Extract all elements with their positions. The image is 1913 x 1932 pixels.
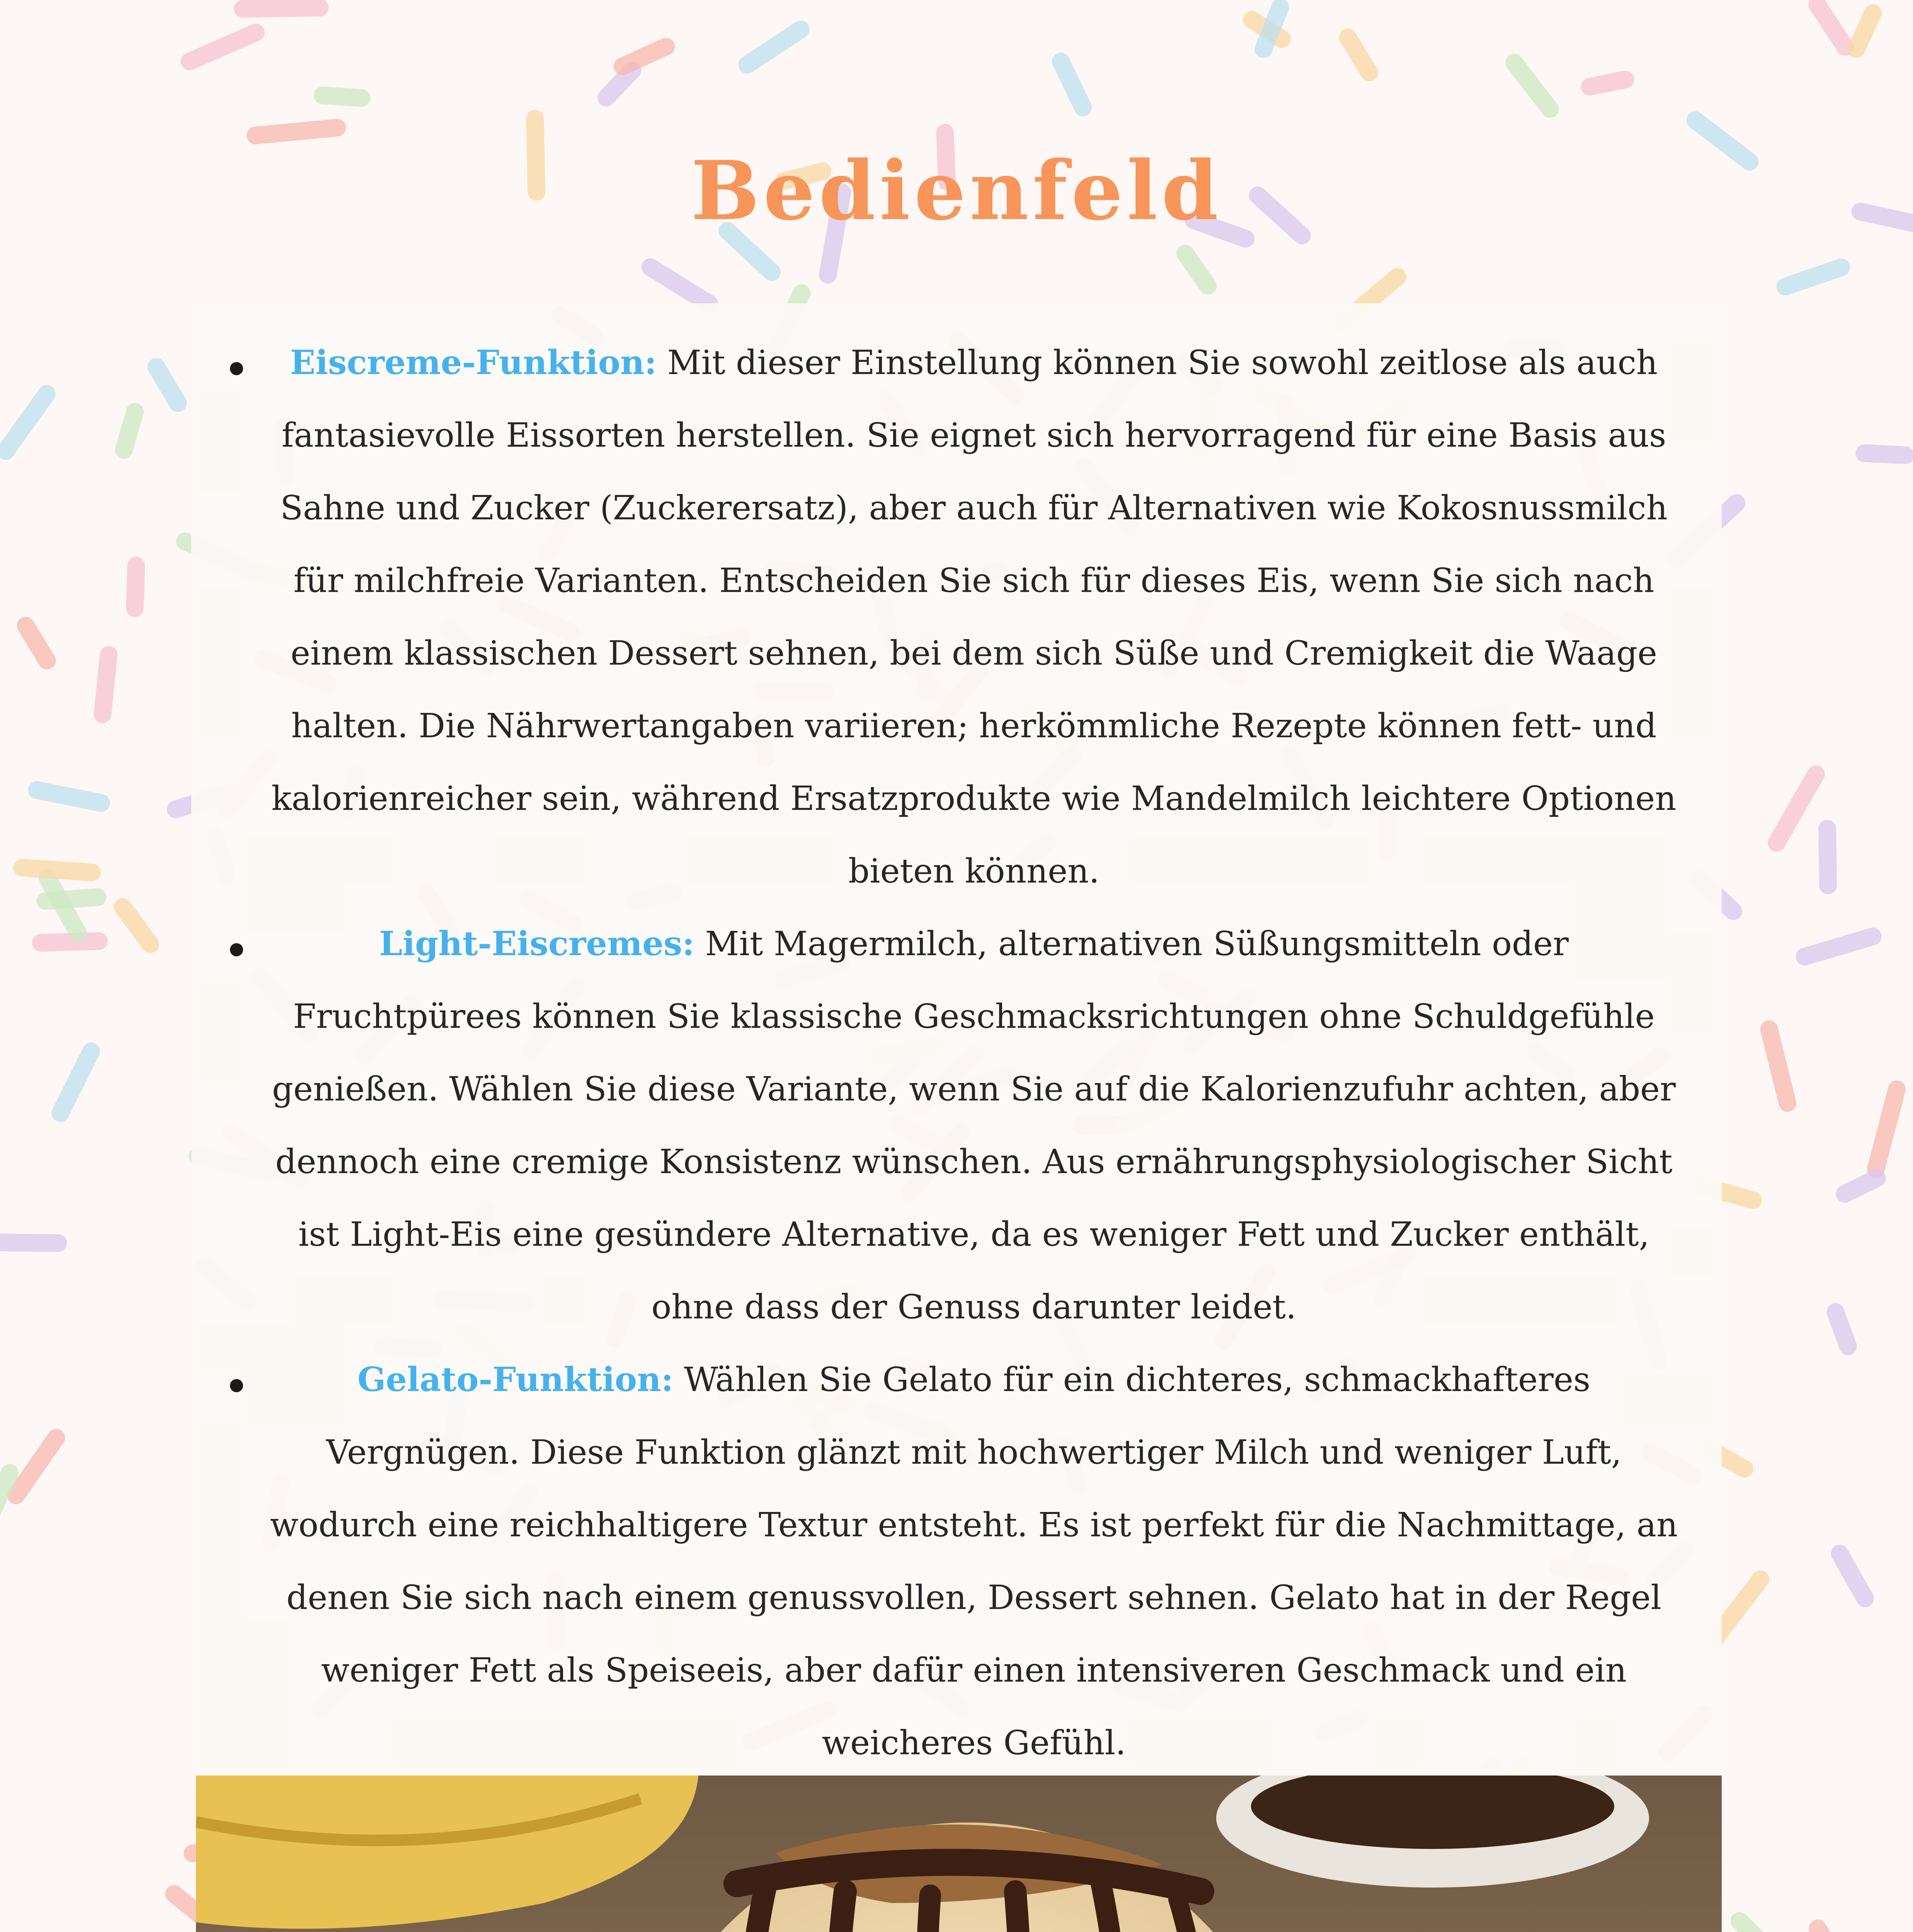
bullet-icon <box>230 362 243 375</box>
feature-list <box>267 327 1681 1779</box>
bullet-icon <box>230 943 243 956</box>
feature-description-eiscreme: Mit dieser Einstellung können Sie sowohl zeitlose als auch fantasievolle Eissorten herstellen. Sie eignet sich hervorragend für eine Basis aus Sahne und Zucker (Zuckerersatz), aber auch für Alternativen wie Kokosnussmilch für milchfreie Varianten. Entscheiden Sie sich für dieses Eis, wenn Sie sich nach einem klassischen Dessert sehnen, bei dem sich Süße und Cremigkeit die Waage halten. Die Nährwertangaben variieren; herkömmliche Rezepte können fett- und kalorienreicher sein, während Ersatzprodukte wie Mandelmilch leichtere Optionen bieten können. <box>271 344 1676 891</box>
ice-cream-photo <box>196 1776 1722 1932</box>
bullet-icon <box>230 1379 243 1392</box>
feature-item-light <box>267 908 1681 1344</box>
feature-item-eiscreme <box>267 327 1681 908</box>
feature-label-light: Light-Eiscremes: <box>379 924 695 963</box>
feature-description-gelato: Wählen Sie Gelato für ein dichteres, schmackhafteres Vergnügen. Diese Funktion glänzt mit hochwertiger Milch und weniger Luft, wodurch eine reichhaltigere Textur entsteht. Es ist perfekt für die Nachmittage, an denen Sie sich nach einem genussvollen, Dessert sehnen. Gelato hat in der Regel weniger Fett als Speiseeis, aber dafür einen intensiveren Geschmack und ein weicheres Gefühl. <box>270 1361 1678 1762</box>
banana-ice-cream-illustration <box>196 1776 1722 1932</box>
feature-label-gelato: Gelato-Funktion: <box>357 1360 674 1399</box>
page-title: Bedienfeld <box>691 143 1222 238</box>
content-panel <box>191 303 1722 1776</box>
feature-label-eiscreme: Eiscreme-Funktion: <box>290 343 657 382</box>
feature-item-gelato <box>267 1344 1681 1779</box>
feature-description-light: Mit Magermilch, alternativen Süßungsmitteln oder Fruchtpürees können Sie klassische Geschmacksrichtungen ohne Schuldgefühle genießen. Wählen Sie diese Variante, wenn Sie auf die Kalorienzufuhr achten, aber dennoch eine cremige Konsistenz wünschen. Aus ernährungsphysiologischer Sicht ist Light-Eis eine gesündere Alternative, da es weniger Fett und Zucker enthält, ohne dass der Genuss darunter leidet. <box>272 925 1676 1327</box>
